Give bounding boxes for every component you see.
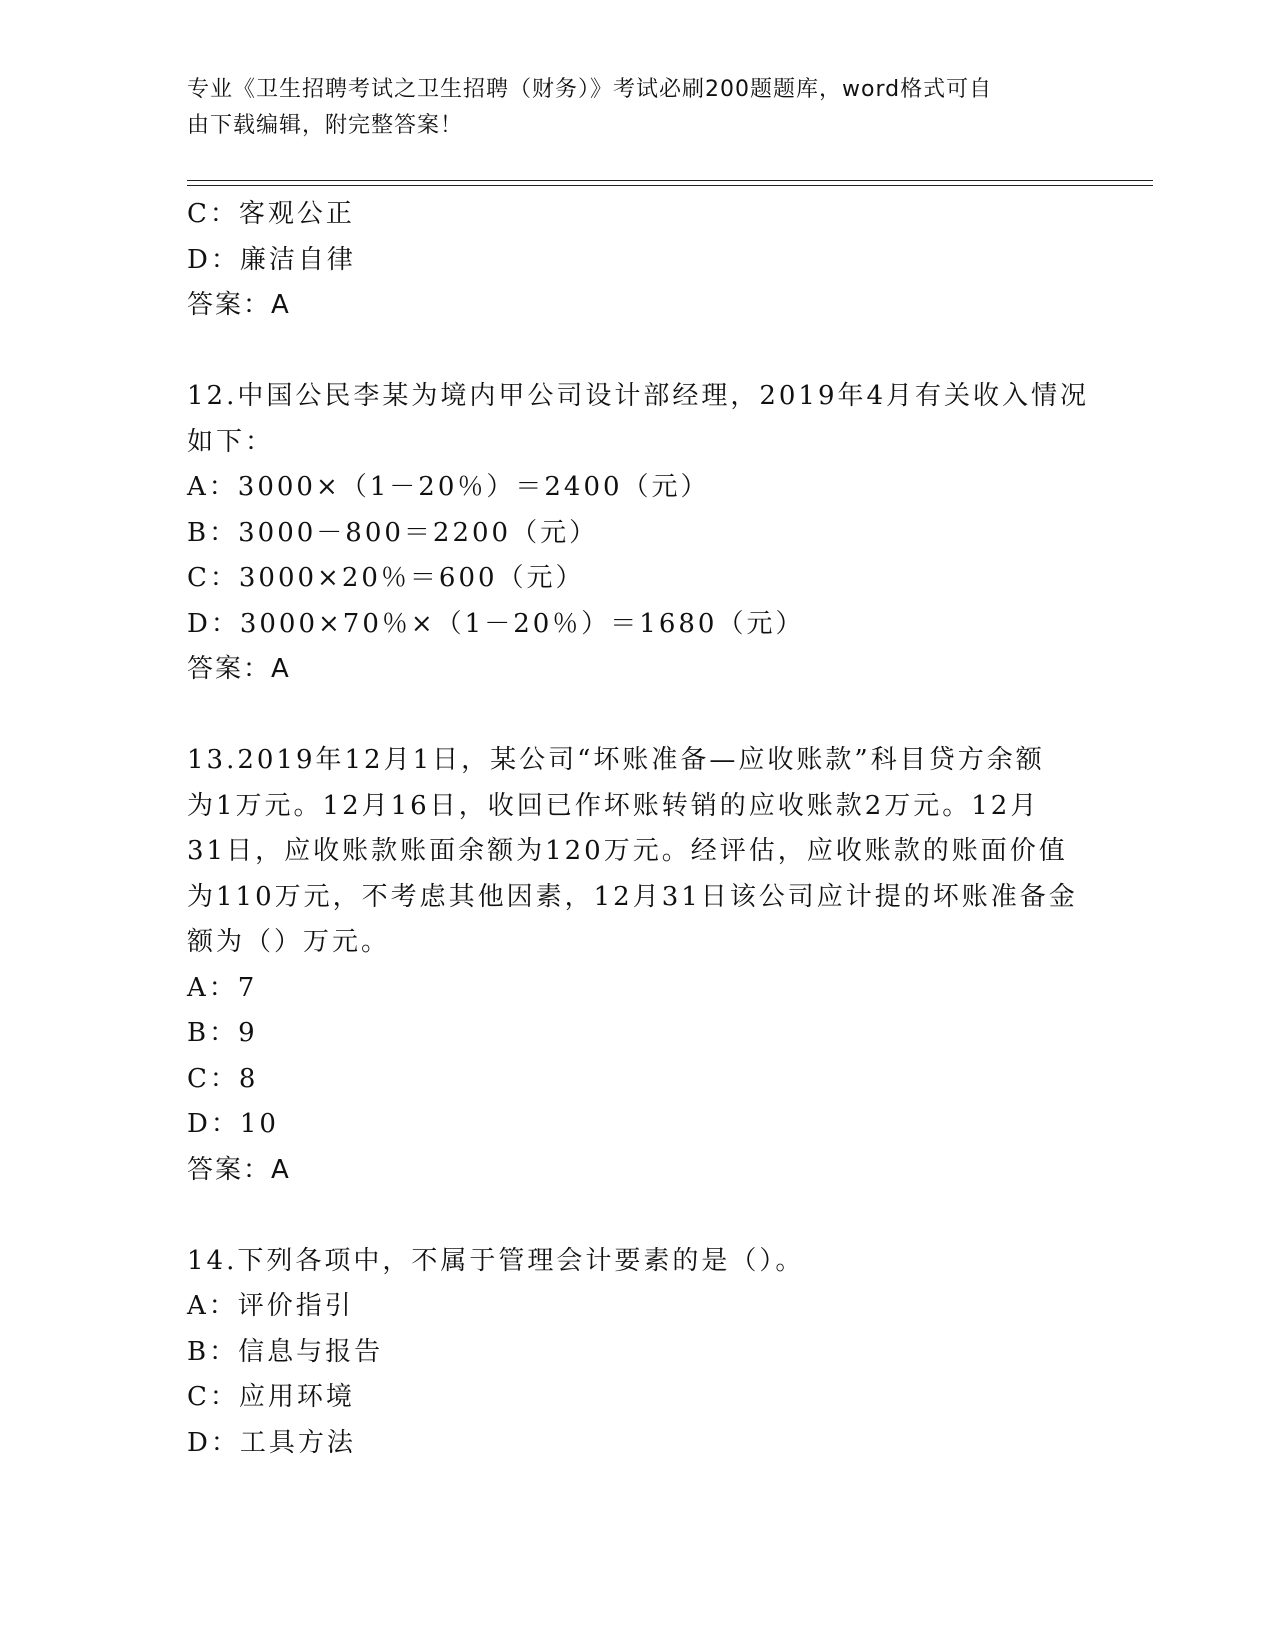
q13-question-line-5: 额为（）万元。 (187, 927, 391, 957)
q14-option-d: D：工具方法 (187, 1427, 356, 1458)
q12-question-line-2: 如下： (187, 426, 275, 457)
q12-option-c: C：3000×20％＝600（元） (187, 563, 585, 593)
q13-option-c: C：8 (187, 1063, 259, 1094)
q14-option-c: C：应用环境 (187, 1382, 355, 1412)
header-title-line-2: 由下载编辑，附完整答案！ (187, 113, 464, 138)
q14-question: 14.下列各项中，不属于管理会计要素的是（）。 (187, 1245, 805, 1276)
q12-question-line-1: 12.中国公民李某为境内甲公司设计部经理，2019年4月有关收入情况 (187, 381, 1090, 411)
q12-option-a: A：3000×（1－20％）＝2400（元） (187, 472, 710, 502)
header-rule-bottom (187, 185, 1153, 186)
spacer (187, 1193, 1087, 1239)
q11-option-c: C：客观公正 (187, 199, 355, 229)
document-header (187, 72, 1067, 144)
q11-option-d: D：廉洁自律 (187, 244, 356, 275)
q11-answer: 答案：A (187, 290, 291, 320)
q13-question-line-2: 为1万元。12月16日，收回已作坏账转销的应收账款2万元。12月 (187, 790, 1040, 821)
q12-option-b: B：3000－800＝2200（元） (187, 517, 599, 548)
q12-option-d: D：3000×70％×（1－20％）＝1680（元） (187, 608, 805, 639)
q14-option-a: A：评价指引 (187, 1291, 354, 1321)
document-body (187, 192, 1090, 1466)
spacer (187, 329, 1087, 375)
header-rule-top (187, 180, 1153, 181)
q13-answer: 答案：A (187, 1154, 291, 1185)
q13-question-line-3: 31日，应收账款账面余额为120万元。经评估，应收账款的账面价值 (187, 836, 1068, 866)
spacer (187, 693, 1087, 739)
q13-question-line-1: 13.2019年12月1日，某公司“坏账准备—应收账款”科目贷方余额 (187, 745, 1045, 775)
q13-option-d: D：10 (187, 1109, 279, 1139)
q12-answer: 答案：A (187, 654, 291, 684)
q13-option-a: A：7 (187, 972, 258, 1003)
header-title-line-1: 专业《卫生招聘考试之卫生招聘（财务）》考试必刷200题题库，word格式可自 (187, 77, 993, 102)
question-12 (187, 374, 1090, 693)
q13-question-line-4: 为110万元，不考虑其他因素，12月31日该公司应计提的坏账准备金 (187, 881, 1078, 912)
q13-option-b: B：9 (187, 1018, 258, 1048)
q14-option-b: B：信息与报告 (187, 1336, 384, 1367)
question-11 (187, 192, 1087, 329)
question-13 (187, 738, 1087, 1193)
question-14 (187, 1239, 1087, 1467)
